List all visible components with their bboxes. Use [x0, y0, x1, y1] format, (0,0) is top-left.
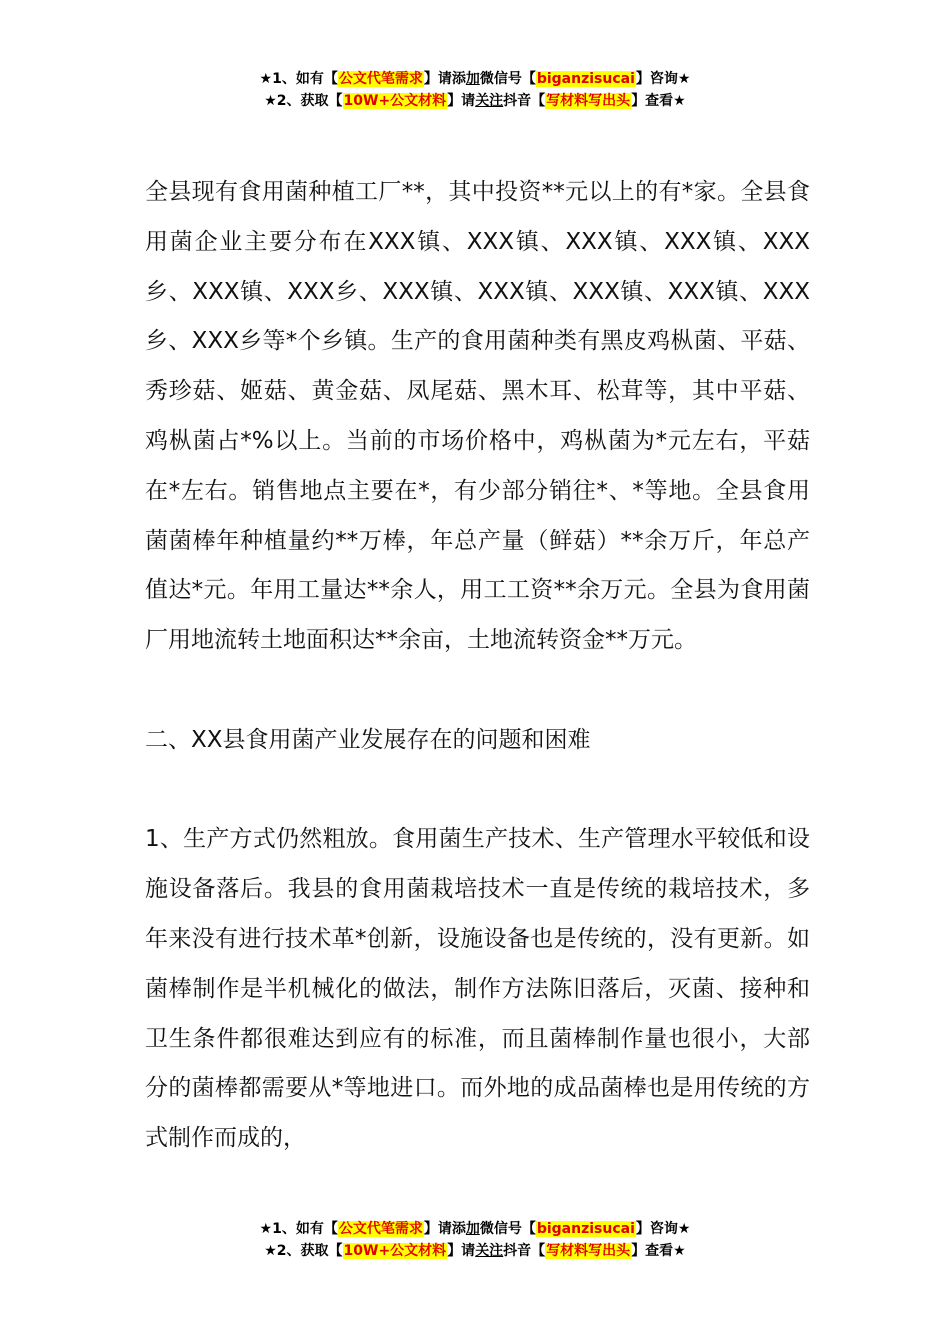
promo-underlined-text: 关注	[475, 1243, 504, 1259]
promo-highlight: 10W+公文材料	[343, 1243, 447, 1259]
promo-text: 微信号【	[479, 1221, 536, 1237]
promo-line-1	[0, 68, 950, 90]
header-promo-banner	[0, 68, 950, 112]
promo-text: 微信号【	[479, 71, 536, 87]
promo-line-2	[0, 1240, 950, 1262]
promo-text: 抖音【	[503, 93, 546, 109]
promo-underlined-text: 加	[465, 1221, 480, 1237]
promo-text: 】查看★	[631, 93, 686, 109]
promo-underlined-text: 关注	[475, 93, 504, 109]
promo-highlight: 写材料写出头	[546, 93, 631, 109]
paragraph-industry-overview: 全县现有食用菌种植工厂**，其中投资**元以上的有*家。全县食用菌企业主要分布在XXX镇、XXX镇、XXX镇、XXX镇、XXX乡、XXX镇、XXX乡、XXX镇、XXX镇、XXX镇、XXX镇、XXX乡、XXX乡等*个乡镇。生产的食用菌种类有黑皮鸡枞菌、平菇、秀珍菇、姬菇、黄金菇、凤尾菇、黑木耳、松茸等，其中平菇、鸡枞菌占*%以上。当前的市场价格中，鸡枞菌为*元左右，平菇在*左右。销售地点主要在*，有少部分销往*、*等地。全县食用菌菌棒年种植量约**万棒，年总产量（鲜菇）**余万斤，年总产值达*元。年用工量达**余人，用工工资**余万元。全县为食用菌厂用地流转土地面积达**余亩，土地流转资金**万元。	[145, 179, 810, 654]
promo-text: 】请	[447, 93, 476, 109]
promo-text: ★1、如有【	[259, 71, 338, 87]
promo-highlight: 公文代笔需求	[338, 1221, 423, 1237]
promo-text: 】咨询★	[635, 71, 691, 87]
promo-underlined-text: 加	[465, 71, 480, 87]
promo-text: ★2、获取【	[264, 93, 343, 109]
promo-line-2	[0, 90, 950, 112]
promo-highlight: 写材料写出头	[546, 1243, 631, 1259]
section-heading-problems: 二、XX县食用菌产业发展存在的问题和困难	[145, 726, 591, 753]
promo-highlight: 10W+公文材料	[343, 93, 447, 109]
promo-text: ★2、获取【	[264, 1243, 343, 1259]
document-body	[145, 168, 810, 1164]
promo-text: ★1、如有【	[259, 1221, 338, 1237]
promo-highlight: biganzisucai	[536, 71, 635, 87]
promo-highlight: 公文代笔需求	[338, 71, 423, 87]
promo-text: 】请	[447, 1243, 476, 1259]
promo-text: 】查看★	[631, 1243, 686, 1259]
footer-promo-banner	[0, 1218, 950, 1262]
promo-text: 】咨询★	[635, 1221, 691, 1237]
promo-line-1	[0, 1218, 950, 1240]
promo-text: 】请添	[423, 1221, 466, 1237]
promo-highlight: biganzisucai	[536, 1221, 635, 1237]
promo-text: 】请添	[423, 71, 466, 87]
promo-text: 抖音【	[503, 1243, 546, 1259]
paragraph-production-method: 1、生产方式仍然粗放。食用菌生产技术、生产管理水平较低和设施设备落后。我县的食用菌栽培技术一直是传统的栽培技术，多年来没有进行技术革*创新，设施设备也是传统的，没有更新。如菌棒制作是半机械化的做法，制作方法陈旧落后，灭菌、接种和卫生条件都很难达到应有的标准，而且菌棒制作量也很小，大部分的菌棒都需要从*等地进口。而外地的成品菌棒也是用传统的方式制作而成的，	[145, 826, 810, 1152]
